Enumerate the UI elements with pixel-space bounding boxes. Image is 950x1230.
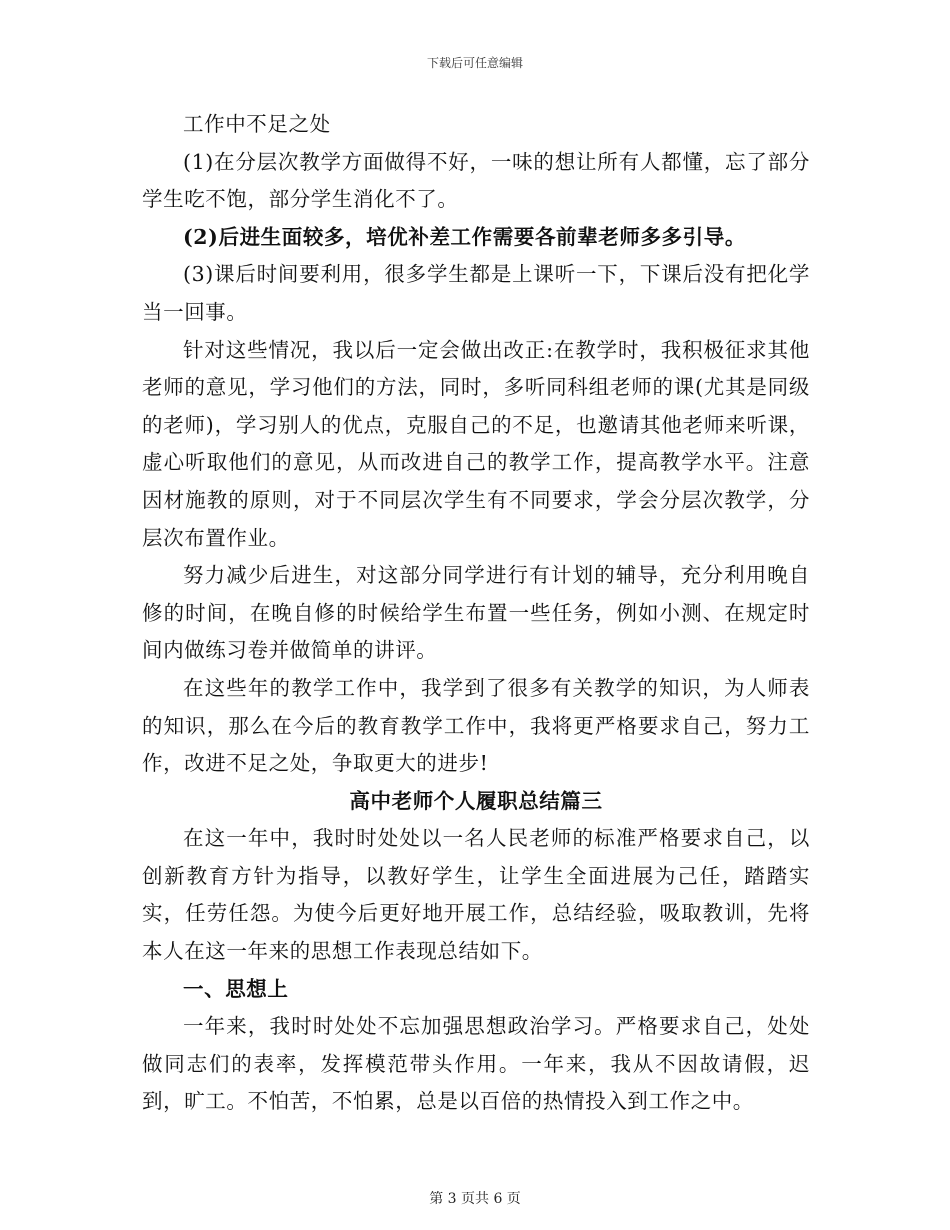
page-footer: 第 3 页共 6 页 <box>429 1191 521 1207</box>
page-header: 下载后可任意编辑 <box>426 56 523 70</box>
paragraph-shortcomings-heading: 工作中不足之处 <box>183 112 331 136</box>
subheading-ideology: 一、思想上 <box>183 976 289 1001</box>
section-intro-paragraph: 在这一年中，我时时处处以一名人民老师的标准严格要求自己，以创新教育方针为指导，以教好学生，让学生全面进展为己任，踏踏实实，任劳任怨。为使今后更好地开展工作，总结经验，吸取教训，先将本人在这一年来的思想工作表现总结如下。 <box>142 826 810 964</box>
section-title: 高中老师个人履职总结篇三 <box>349 788 603 813</box>
paragraph-point-2: (2)后进生面较多，培优补差工作需要各前辈老师多多引导。 <box>183 224 746 249</box>
document-body <box>142 106 810 1121</box>
paragraph-point-1: (1)在分层次教学方面做得不好，一味的想让所有人都懂，忘了部分学生吃不饱，部分学生消化不了。 <box>142 149 810 212</box>
paragraph-improvements: 针对这些情况，我以后一定会做出改正:在教学时，我积极征求其他老师的意见，学习他们的方法，同时，多听同科组老师的课(尤其是同级的老师)，学习别人的优点，克服自己的不足，也邀请其他老师来听课，虚心听取他们的意见，从而改进自己的教学工作，提高教学水平。注意因材施教的原则，对于不同层次学生有不同要求，学会分层次教学，分层次布置作业。 <box>142 337 810 550</box>
paragraph-point-3: (3)课后时间要利用，很多学生都是上课听一下，下课后没有把化学当一回事。 <box>142 262 810 324</box>
paragraph-reduce-laggards: 努力减少后进生，对这部分同学进行有计划的辅导，充分利用晚自修的时间，在晚自修的时候给学生布置一些任务，例如小测、在规定时间内做练习卷并做简单的讲评。 <box>142 563 810 663</box>
paragraph-ideology: 一年来，我时时处处不忘加强思想政治学习。严格要求自己，处处做同志们的表率，发挥模范带头作用。一年来，我从不因故请假，迟到，旷工。不怕苦，不怕累，总是以百倍的热情投入到工作之中。 <box>142 1014 810 1114</box>
paragraph-conclusion: 在这些年的教学工作中，我学到了很多有关教学的知识，为人师表的知识，那么在今后的教育教学工作中，我将更严格要求自己，努力工作，改进不足之处，争取更大的进步! <box>142 675 810 776</box>
